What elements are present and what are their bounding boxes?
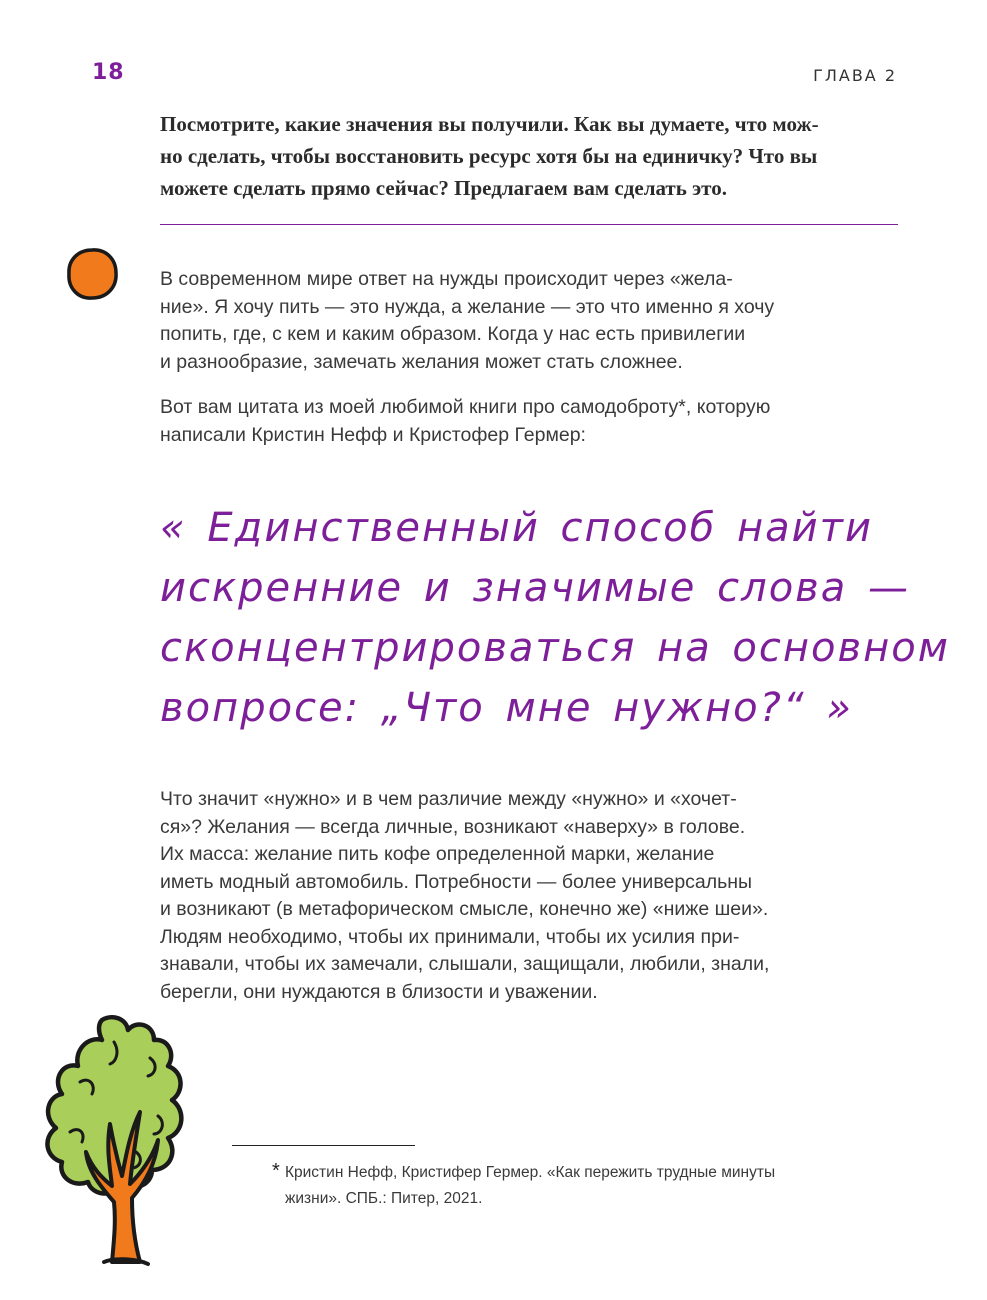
- footnote: [272, 1160, 912, 1212]
- section-divider: [160, 224, 898, 225]
- intro-line: но сделать, чтобы восстановить ресурс хотя бы на единичку? Что вы: [160, 144, 818, 168]
- quote-line: сконцентрироваться на основном: [160, 625, 950, 671]
- paragraph-line: берегли, они нуждаются в близости и уважении.: [160, 980, 598, 1003]
- paragraph-line: Что значит «нужно» и в чем различие между «нужно» и «хочет-: [160, 788, 737, 810]
- page-number: 18: [92, 60, 125, 85]
- paragraph-line: знавали, чтобы их замечали, слышали, защищали, любили, знали,: [160, 953, 770, 975]
- quote-line: вопросе: „Что мне нужно?“ »: [160, 685, 853, 731]
- paragraph-needs-vs-wants: [160, 786, 900, 1006]
- paragraph-line: иметь модный автомобиль. Потребности — более универсальны: [160, 870, 753, 893]
- intro-line: можете сделать прямо сейчас? Предлагаем вам сделать это.: [160, 176, 727, 200]
- footnote-marker: *: [272, 1160, 280, 1182]
- footnote-line: жизни». СПБ.: Питер, 2021.: [285, 1190, 483, 1207]
- handwritten-quote: [160, 498, 950, 738]
- chapter-label: ГЛАВА 2: [813, 66, 897, 85]
- paragraph-line: попить, где, с кем и каким образом. Когда у нас есть привилегии: [160, 323, 746, 345]
- quote-line: « Единственный способ найти: [160, 505, 873, 551]
- paragraph-line: и разнообразие, замечать желания может стать сложнее.: [160, 350, 683, 373]
- paragraph-line: В современном мире ответ на нужды происходит через «жела-: [160, 268, 733, 290]
- paragraph-line: ние». Я хочу пить — это нужда, а желание — это что именно я хочу: [160, 295, 775, 318]
- paragraph-quote-intro: [160, 394, 900, 449]
- orange-dot-icon: [64, 246, 120, 302]
- paragraph-line: ся»? Желания — всегда личные, возникают «наверху» в голове.: [160, 815, 746, 838]
- intro-line: Посмотрите, какие значения вы получили. Как вы думаете, что мож-: [160, 112, 819, 136]
- intro-paragraph: [160, 108, 900, 204]
- footnote-line: Кристин Нефф, Кристифер Гермер. «Как пережить трудные минуты: [285, 1164, 776, 1181]
- paragraph-line: и возникают (в метафорическом смысле, конечно же) «ниже шеи».: [160, 898, 769, 920]
- quote-line: искренние и значимые слова —: [160, 565, 910, 611]
- paragraph-line: Их масса: желание пить кофе определенной марки, желание: [160, 843, 715, 865]
- tree-illustration: [40, 1012, 210, 1272]
- paragraph-line: Вот вам цитата из моей любимой книги про самодоброту*, которую: [160, 396, 771, 418]
- paragraph-line: Людям необходимо, чтобы их принимали, чтобы их усилия при-: [160, 925, 740, 948]
- footnote-rule: [232, 1145, 415, 1146]
- paragraph-needs: [160, 266, 900, 376]
- paragraph-line: написали Кристин Нефф и Кристофер Гермер:: [160, 423, 586, 446]
